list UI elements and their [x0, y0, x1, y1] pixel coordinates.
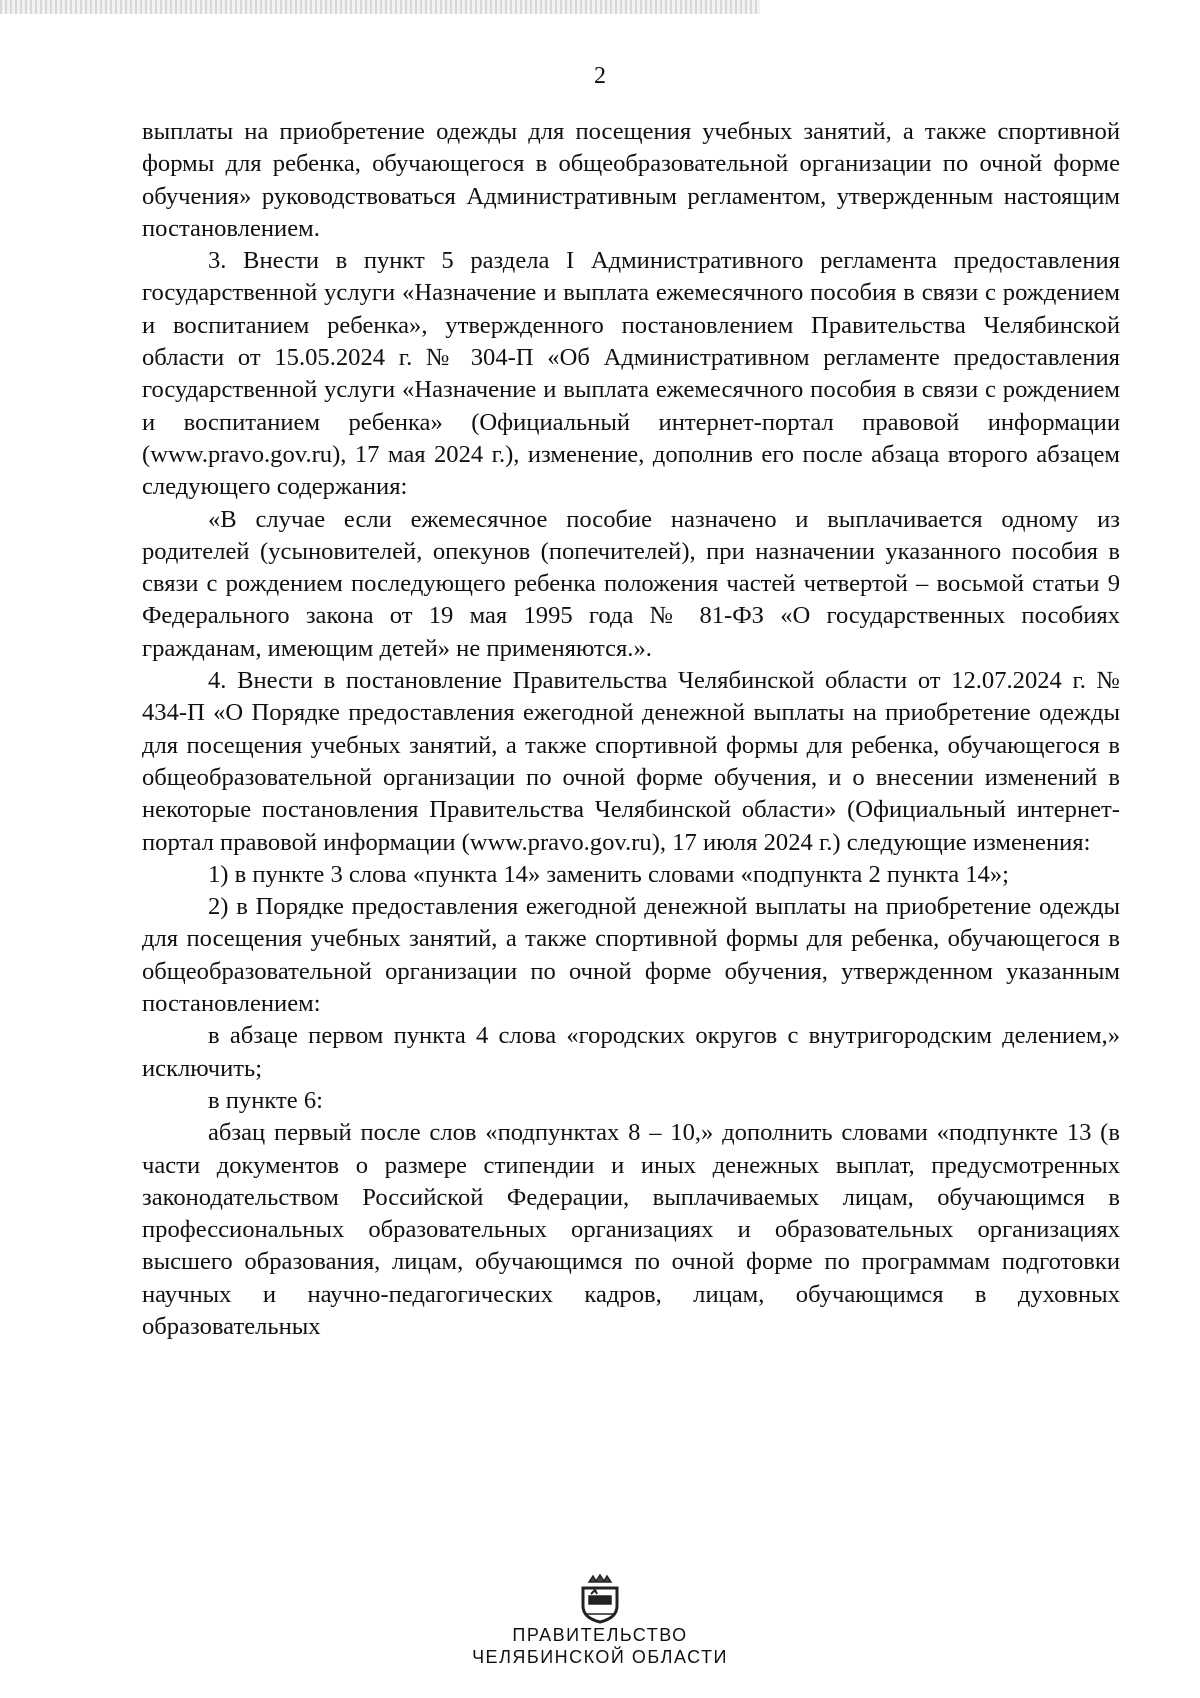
paragraph-item-4: 4. Внести в постановление Правительства Челябинской области от 12.07.2024 г. № 434-П «О Порядке предоставления ежегодной денежной выплаты на приобретение одежды для посещения учебных занятий, а также спортивной формы для ребенка, обучающегося в общеобразовательной организации по очной форме обучения, и о внесении изменений в некоторые постановления Правительства Челябинской области» (Официальный интернет-портал правовой информации (www.pravo.gov.ru), 17 июля 2024 г.) следующие изменения:: [142, 667, 1120, 856]
paragraph-item-3: 3. Внести в пункт 5 раздела I Административного регламента предоставления государственной услуги «Назначение и выплата ежемесячного пособия в связи с рождением и воспитанием ребенка», утвержденного постановлением Правительства Челябинской области от 15.05.2024 г. № 304-П «Об Административном регламенте предоставления государственной услуги «Назначение и выплата ежемесячного пособия в связи с рождением и воспитанием ребенка» (Официальный интернет-портал правовой информации (www.pravo.gov.ru), 17 мая 2024 г.), изменение, дополнив его после абзаца второго абзацем следующего содержания:: [142, 247, 1120, 501]
scan-edge-artifact: [0, 0, 760, 14]
paragraph-continuation: выплаты на приобретение одежды для посещения учебных занятий, а также спортивной формы для ребенка, обучающегося в общеобразовательной организации по очной форме обучения» руководствоваться Административным регламентом, утвержденным настоящим постановлением.: [142, 118, 1120, 242]
paragraph-subitem-2: 2) в Порядке предоставления ежегодной денежной выплаты на приобретение одежды для посещения учебных занятий, а также спортивной формы для ребенка, обучающегося в общеобразовательной организации по очной форме обучения, утвержденном указанным постановлением:: [142, 893, 1120, 1018]
document-body: [142, 116, 1120, 1343]
footer-line-government: ПРАВИТЕЛЬСТВО: [512, 1625, 688, 1645]
paragraph-subitem-1: 1) в пункте 3 слова «пункта 14» заменить словами «подпункта 2 пункта 14»;: [208, 860, 1009, 888]
paragraph-amendment-item-6: в пункте 6:: [208, 1086, 323, 1114]
paragraph-amendment-abzac: абзац первый после слов «подпунктах 8 – 10,» дополнить словами «подпункте 13 (в части документов о размере стипендии и иных денежных выплат, предусмотренных законодательством Российской Федерации, выплачиваемых лицам, обучающимся в профессиональных образовательных организациях и образовательных организациях высшего образования, лицам, обучающимся по очной форме по программам подготовки научных и научно-педагогических кадров, лицам, обучающимся в духовных образовательных: [142, 1119, 1120, 1340]
page-number: 2: [594, 63, 606, 89]
footer-line-region: ЧЕЛЯБИНСКОЙ ОБЛАСТИ: [472, 1647, 728, 1667]
paragraph-amendment-item-4: в абзаце первом пункта 4 слова «городских округов с внутригородским делением,» исключить;: [142, 1022, 1120, 1082]
chelyabinsk-coat-of-arms-icon: [577, 1574, 623, 1624]
footer-emblem-block: [0, 1574, 1200, 1668]
paragraph-quoted-addition: «В случае если ежемесячное пособие назначено и выплачивается одному из родителей (усыновителей, опекунов (попечителей), при назначении указанного пособия в связи с рождением последующего ребенка положения частей четвертой – восьмой статьи 9 Федерального закона от 19 мая 1995 года № 81-ФЗ «О государственных пособиях гражданам, имеющим детей» не применяются.».: [142, 505, 1120, 662]
